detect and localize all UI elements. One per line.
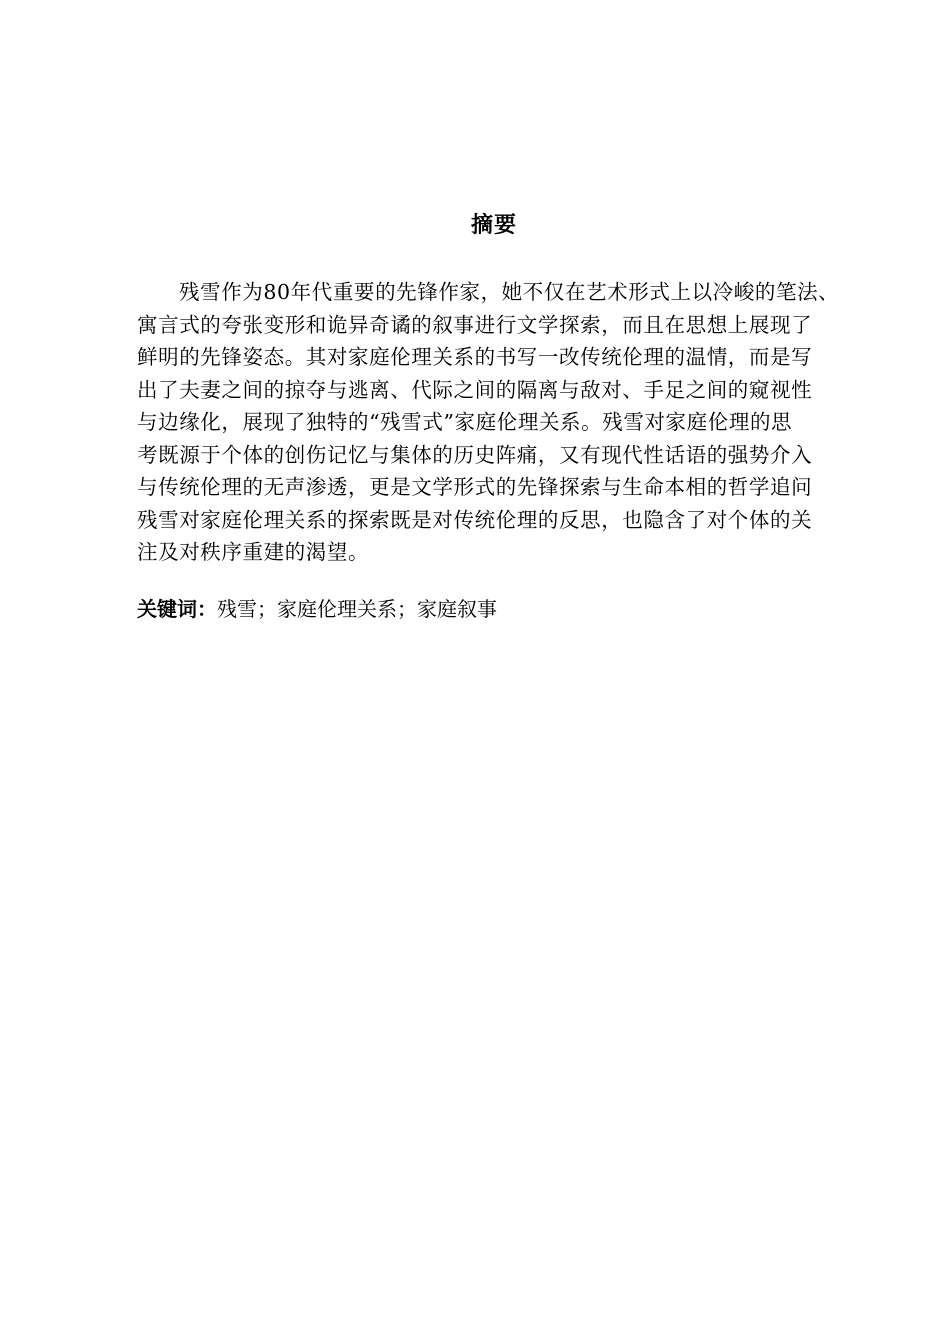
- abstract-line: 残雪对家庭伦理关系的探索既是对传统伦理的反思，也隐含了对个体的关: [137, 507, 813, 532]
- abstract-line: 与边缘化，展现了独特的“残雪式”家庭伦理关系。残雪对家庭伦理的思: [137, 410, 793, 434]
- abstract-line: 考既源于个体的创伤记忆与集体的历史阵痛，又有现代性话语的强势介入: [137, 442, 813, 467]
- keywords-line: [137, 593, 497, 625]
- keywords-label: 关键词：: [137, 597, 217, 621]
- abstract-line: 残雪作为80年代重要的先锋作家，她不仅在艺术形式上以冷峻的笔法、: [179, 280, 840, 304]
- abstract-line: 与传统伦理的无声渗透，更是文学形式的先锋探索与生命本相的哲学追问: [137, 475, 813, 499]
- keywords-value: 残雪；家庭伦理关系；家庭叙事: [217, 597, 497, 621]
- abstract-line: 寓言式的夸张变形和诡异奇谲的叙事进行文学探索，而且在思想上展现了: [137, 312, 813, 337]
- abstract-line: 鲜明的先锋姿态。其对家庭伦理关系的书写一改传统伦理的温情，而是写: [137, 345, 813, 369]
- abstract-line: 注及对秩序重建的渴望。: [137, 540, 370, 564]
- abstract-line: 出了夫妻之间的掠夺与逃离、代际之间的隔离与敌对、手足之间的窥视性: [137, 377, 813, 402]
- abstract-body: [137, 276, 857, 569]
- page-title: 摘要: [470, 213, 517, 238]
